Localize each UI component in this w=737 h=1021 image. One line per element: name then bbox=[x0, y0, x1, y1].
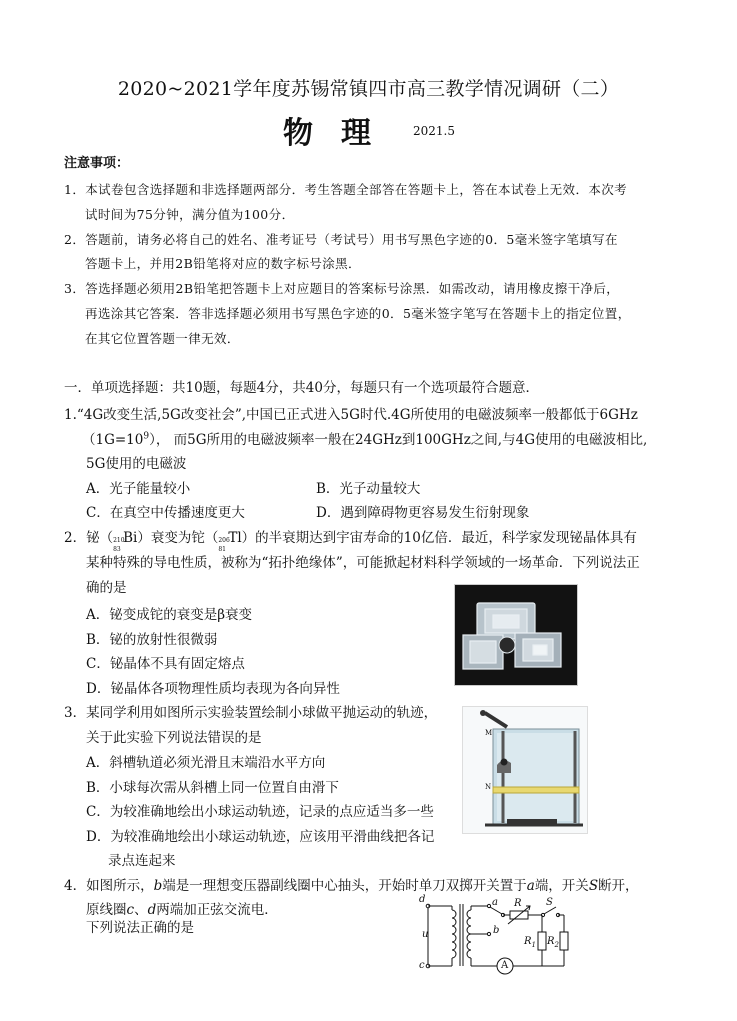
circuit-label-d: d bbox=[419, 894, 426, 905]
q3-line-2: 关于此实验下列说法错误的是 bbox=[86, 730, 262, 746]
q3-line-1: 3．某同学利用如图所示实验装置绘制小球做平抛运动的轨迹， bbox=[64, 705, 438, 721]
bismuth-crystal-drawing bbox=[455, 585, 577, 685]
q1-line-2b: ）， 而5G所用的电磁波频率一般在24GHz到100GHz之间,与4G使用的电磁波相比, bbox=[149, 432, 648, 448]
q3-option-b[interactable]: B．小球每次需从斜槽上同一位置自由滑下 bbox=[86, 780, 339, 796]
q1-exponent: 9 bbox=[143, 431, 150, 442]
bismuth-crystal-image bbox=[454, 584, 578, 686]
circuit-label-b: b bbox=[493, 925, 500, 936]
q2-option-b[interactable]: B．铋的放射性很微弱 bbox=[86, 632, 218, 648]
q1-option-b[interactable]: B．光子动量较大 bbox=[316, 481, 421, 497]
q2-line-1c: ）的半衰期达到宇宙寿命的10亿倍．最近，科学家发现铋晶体具有 bbox=[241, 530, 637, 546]
note-line-3: 2．答题前，请务必将自己的姓名、准考证号（考试号）用书写黑色字迹的0．5毫米签字笔填写在 bbox=[64, 232, 618, 247]
q3-option-a[interactable]: A．斜槽轨道必须光滑且末端沿水平方向 bbox=[86, 755, 326, 771]
note-line-5: 3．答选择题必须用2B铅笔把答题卡上对应题目的答案标号涂黑．如需改动，请用橡皮擦干净后， bbox=[64, 281, 620, 296]
q4-label-s: S bbox=[588, 878, 599, 894]
circuit-label-r2-sub: 2 bbox=[554, 941, 559, 949]
q2-bi-symbol: Bi bbox=[123, 530, 138, 546]
apparatus-label-m: M bbox=[485, 729, 493, 737]
circuit-label-c: c bbox=[419, 960, 425, 971]
subject-title: 物理 bbox=[283, 116, 399, 151]
circuit-label-r1-sub: 1 bbox=[531, 941, 536, 949]
circuit-label-r: R bbox=[514, 898, 522, 909]
q2-line-2: 某种特殊的导电性质，被称为“拓扑绝缘体”，可能掀起材料科学领域的一场革命．下列说法正 bbox=[86, 555, 640, 571]
q4-line-2c: 两端加正弦交流电． bbox=[156, 902, 278, 918]
circuit-label-r1-letter: R bbox=[524, 936, 532, 947]
note-line-4: 答题卡上，并用2B铅笔将对应的数字标号涂黑． bbox=[85, 256, 361, 271]
section-heading: 一．单项选择题：共10题，每题4分，共40分，每题只有一个选项最符合题意． bbox=[64, 380, 539, 396]
circuit-label-s: S bbox=[546, 897, 553, 908]
q2-tl-symbol: Tl bbox=[228, 530, 242, 546]
note-line-6: 再选涂其它答案．答非选择题必须用书写黑色字迹的0．5毫米签字笔写在答题卡上的指定位置， bbox=[85, 306, 631, 321]
q1-line-2a: （1G=10 bbox=[82, 432, 144, 448]
q4-line-1 bbox=[64, 874, 639, 894]
q1-line-1: 1.“4G改变生活,5G改变社会”,中国已正式进入5G时代.4G所使用的电磁波频率一般都低于6GHz bbox=[64, 407, 638, 423]
q1-option-d[interactable]: D．遇到障碍物更容易发生衍射现象 bbox=[316, 505, 530, 521]
exam-title: 2020~2021学年度苏锡常镇四市高三教学情况调研（二） bbox=[117, 78, 620, 100]
q3-option-d[interactable]: D．为较准确地绘出小球运动轨迹，应该用平滑曲线把各记 bbox=[86, 829, 435, 845]
q4-line-2b: 、 bbox=[134, 902, 148, 918]
q4-line-1b: 端是一理想变压器副线圈中心抽头，开始时单刀双掷开关置于 bbox=[162, 878, 527, 894]
q4-line-1d: 断开， bbox=[598, 878, 639, 894]
q1-line-3: 5G使用的电磁波 bbox=[86, 456, 187, 472]
q1-option-a[interactable]: A．光子能量较小 bbox=[86, 481, 191, 497]
circuit-label-r2-letter: R bbox=[547, 936, 555, 947]
note-line-2: 试时间为75分钟，满分值为100分． bbox=[85, 207, 295, 222]
q4-label-c: c bbox=[126, 902, 135, 918]
q4-line-3: 下列说法正确的是 bbox=[86, 920, 194, 936]
note-line-1: 1．本试卷包含选择题和非选择题两部分．考生答题全部答在答题卡上，答在本试卷上无效．本次考 bbox=[64, 182, 628, 197]
exam-date: 2021.5 bbox=[413, 124, 455, 138]
transformer-circuit-diagram bbox=[416, 896, 576, 976]
q3-option-c[interactable]: C．为较准确地绘出小球运动轨迹，记录的点应适当多一些 bbox=[86, 804, 434, 820]
q2-option-a[interactable]: A．铋变成铊的衰变是β衰变 bbox=[86, 607, 253, 623]
ammeter-icon: A bbox=[501, 960, 509, 971]
q2-line-1b: ）衰变为铊（ bbox=[137, 530, 219, 546]
circuit-label-u: u bbox=[422, 929, 429, 940]
q2-line-3: 确的是 bbox=[86, 580, 127, 596]
q2-line-1a: 2．铋（ bbox=[64, 530, 114, 546]
q1-option-c[interactable]: C．在真空中传播速度更大 bbox=[86, 505, 245, 521]
circuit-label-r2 bbox=[547, 936, 559, 949]
projectile-apparatus-drawing bbox=[463, 707, 587, 833]
q4-label-d: d bbox=[147, 902, 157, 918]
circuit-label-a: a bbox=[492, 897, 498, 908]
q2-option-d[interactable]: D．铋晶体各项物理性质均表现为各向异性 bbox=[86, 681, 340, 697]
q4-label-b: b bbox=[153, 878, 163, 894]
q4-line-2a: 原线圈 bbox=[86, 902, 127, 918]
q2-line-1: 2．铋（ 210 83 Bi）衰变为铊（ 206 81 Tl）的半衰期达到宇宙寿命的10亿倍．最近，科学家发现铋晶体具有 bbox=[64, 530, 637, 553]
q4-label-a: a bbox=[526, 878, 535, 894]
notes-heading: 注意事项： bbox=[64, 156, 130, 171]
q3-option-d-cont: 录点连起来 bbox=[108, 853, 176, 869]
q1-line-2 bbox=[82, 428, 647, 448]
projectile-apparatus-image bbox=[462, 706, 588, 834]
q4-line-1a: 4．如图所示， bbox=[64, 878, 154, 894]
apparatus-label-n: N bbox=[485, 783, 492, 791]
q4-line-2 bbox=[86, 898, 278, 918]
q2-option-c[interactable]: C．铋晶体不具有固定熔点 bbox=[86, 656, 245, 672]
circuit-label-r1 bbox=[524, 936, 536, 949]
note-line-7: 在其它位置答题一律无效． bbox=[85, 331, 240, 346]
q4-line-1c: 端，开关 bbox=[534, 878, 589, 894]
